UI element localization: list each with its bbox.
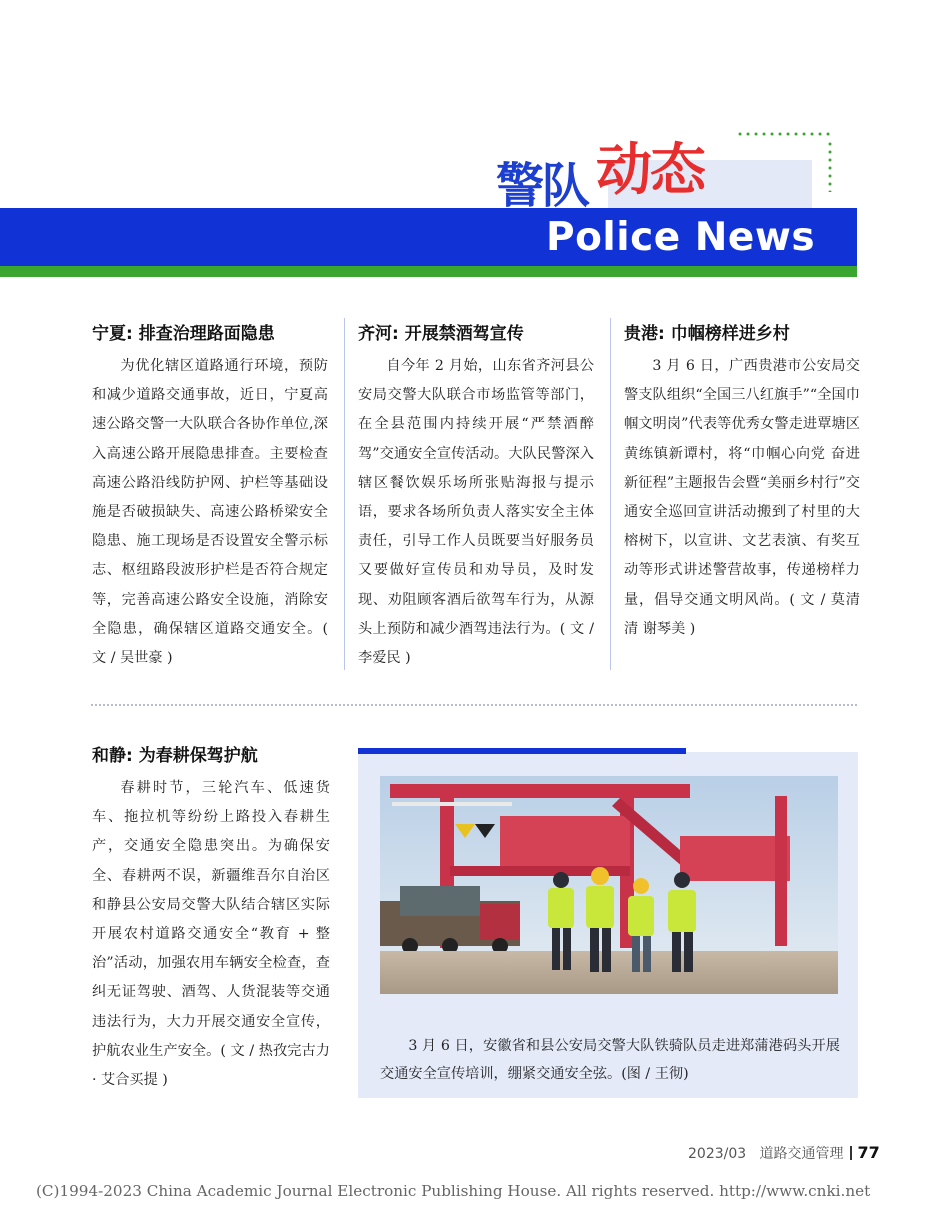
decorative-dots-vertical bbox=[828, 140, 832, 192]
header-green-line bbox=[0, 266, 857, 277]
article-qihe bbox=[358, 322, 594, 673]
article-title: 贵港: 巾帼榜样进乡村 bbox=[624, 324, 790, 344]
column-divider bbox=[610, 318, 611, 670]
article-title: 宁夏: 排查治理路面隐患 bbox=[92, 324, 275, 344]
copyright-notice: (C)1994-2023 China Academic Journal Electronic Publishing House. All rights reserved. http://www.cnki.net bbox=[36, 1182, 871, 1200]
page-number: 77 bbox=[857, 1143, 880, 1162]
article-title: 和静: 为春耕保驾护航 bbox=[92, 746, 258, 766]
article-body: 为优化辖区道路通行环境，预防和减少道路交通事故，近日，宁夏高速公路交警一大队联合各协作单位,深入高速公路开展隐患排查。主要检查高速公路沿线防护网、护栏等基础设施是否破损缺失、高速公路桥梁安全隐患、施工现场是否设置安全警示标志、枢纽路段波形护栏是否符合规定等，完善高速公路安全设施，消除安全隐患，确保辖区道路交通安全。( 文 / 吴世豪 ) bbox=[92, 358, 328, 667]
section-title-english: Police News bbox=[546, 215, 816, 260]
article-body: 春耕时节，三轮汽车、低速货车、拖拉机等纷纷上路投入春耕生产，交通安全隐患突出。为确保安全、春耕两不误，新疆维吾尔自治区和静县公安局交警大队结合辖区实际开展农村道路交通安全“教育 + 整治”活动，加强农用车辆安全检查，查纠无证驾驶、酒驾、人货混装等交通违法行为，大力开展交通安全宣传，护航农业生产安全。( 文 / 热孜完古力 · 艾合买提 ) bbox=[92, 780, 330, 1089]
section-title-part2: 动态 bbox=[596, 138, 704, 203]
photo-caption: 3 月 6 日，安徽省和县公安局交警大队铁骑队员走进郑蒲港码头开展交通安全宣传培训，绷紧交通安全弦。(图 / 王彻) bbox=[380, 1038, 840, 1082]
column-divider bbox=[344, 318, 345, 670]
section-title-part1: 警队 bbox=[496, 158, 589, 214]
footer-separator bbox=[850, 1146, 852, 1160]
page-footer bbox=[688, 1142, 880, 1165]
magazine-name: 道路交通管理 bbox=[759, 1146, 844, 1162]
article-body: 自今年 2 月始，山东省齐河县公安局交警大队联合市场监管等部门，在全县范围内持续开展“严禁酒醉驾”交通安全宣传活动。大队民警深入辖区餐饮娱乐场所张贴海报与提示语，要求各场所负责人落实安全主体责任，引导工作人员既要当好服务员又要做好宣传员和劝导员，及时发现、劝阻顾客酒后欲驾车行为，从源头上预防和减少酒驾违法行为。( 文 / 李爱民 ) bbox=[358, 358, 594, 667]
issue-date: 2023/03 bbox=[688, 1146, 747, 1162]
row-divider-dotted bbox=[90, 704, 858, 706]
decorative-dots-horizontal bbox=[736, 132, 832, 136]
article-hejing bbox=[92, 744, 330, 1095]
article-title: 齐河: 开展禁酒驾宣传 bbox=[358, 324, 524, 344]
article-ningxia bbox=[92, 322, 328, 673]
article-guigang bbox=[624, 322, 860, 644]
photo-panel-accent-bar bbox=[358, 748, 686, 754]
article-body: 3 月 6 日，广西贵港市公安局交警支队组织“全国三八红旗手”“全国巾帼文明岗”代表等优秀女警走进覃塘区黄练镇新谭村，将“巾帼心向党 奋进新征程”主题报告会暨“美丽乡村行”交通安全巡回宣讲活动搬到了村里的大榕树下，以宣讲、文艺表演、有奖互动等形式讲述警营故事，传递榜样力量，倡导交通文明风尚。( 文 / 莫清清 谢琴美 ) bbox=[624, 358, 860, 637]
port-police-photo bbox=[380, 776, 838, 994]
